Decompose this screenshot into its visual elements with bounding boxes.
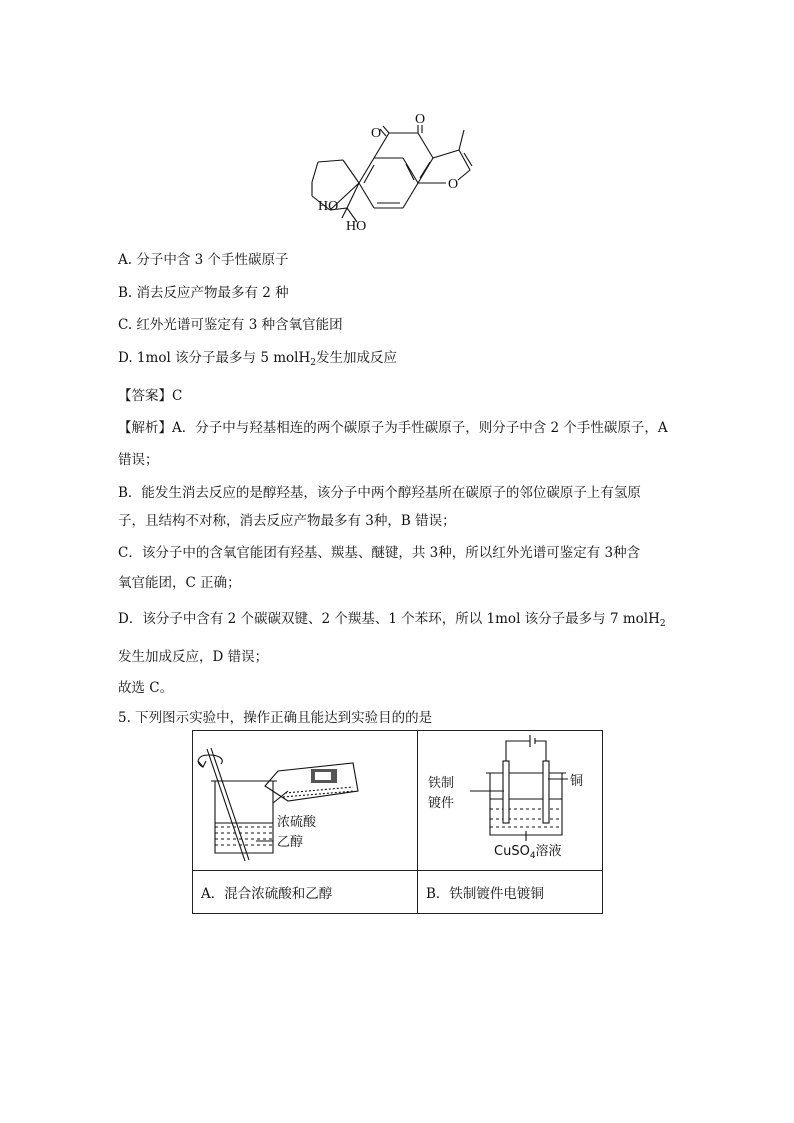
hydroxyl-label-2: HO (346, 219, 367, 234)
caption-a: A．混合浓硫酸和乙醇 (193, 871, 418, 914)
carbonyl-oxygen-1: O (371, 126, 382, 141)
figure-b-apparatus (418, 731, 602, 866)
analysis-b-line2: 子，且结构不对称，消去反应产物最多有 3种，B 错误； (118, 513, 456, 529)
label-conc-sulfuric-acid: 浓硫酸 (277, 815, 317, 830)
analysis-d-line1: D．该分子中含有 2 个碳碳双键、2 个羰基、1 个苯环，所以 1mol 该分子最多与 7 molH$_2$ (118, 611, 666, 629)
label-iron-line1: 铁制 (428, 776, 455, 791)
option-d: D. 1mol 该分子最多与 5 molH$_2$发生加成反应 (118, 350, 397, 368)
analysis-c-line2: 氧官能团，C 正确； (118, 575, 241, 591)
analysis-d-line2: 发生加成反应，D 错误； (118, 649, 269, 665)
figure-b-cell (418, 731, 603, 871)
question5-stem: 5. 下列图示实验中，操作正确且能达到实验目的的是 (118, 710, 433, 726)
hydroxyl-label-1: HO (318, 199, 339, 214)
label-copper: 铜 (570, 774, 584, 789)
analysis-b-line1: B．能发生消去反应的是醇羟基，该分子中两个醇羟基所在碳原子的邻位碳原子上有氢原 (118, 485, 641, 501)
analysis-a-line2: 错误； (118, 452, 159, 468)
analysis-a-line1: 【解析】A．分子中与羟基相连的两个碳原子为手性碳原子，则分子中含 2 个手性碳原子，A (118, 420, 668, 436)
option-c: C. 红外光谱可鉴定有 3 种含氧官能团 (118, 317, 343, 333)
analysis-c-line1: C．该分子中的含氧官能团有羟基、羰基、醚键，共 3种，所以红外光谱可鉴定有 3种含 (118, 545, 641, 561)
answer: 【答案】C (118, 388, 183, 404)
furan-oxygen: O (448, 177, 459, 192)
analysis-conclusion: 故选 C。 (118, 680, 174, 696)
molecule-structure (312, 112, 492, 240)
label-ethanol: 乙醇 (277, 835, 304, 850)
figure-a-cell (193, 731, 418, 871)
option-b: B. 消去反应产物最多有 2 种 (118, 285, 289, 301)
caption-b: B．铁制镀件电镀铜 (418, 871, 603, 914)
experiment-table (192, 730, 603, 914)
carbonyl-oxygen-2: O (415, 112, 426, 127)
figure-a-apparatus (193, 731, 417, 866)
option-a: A. 分子中含 3 个手性碳原子 (118, 252, 289, 268)
label-cuso4-solution: CuSO$_4$溶液 (494, 844, 562, 861)
label-iron-line2: 镀件 (428, 796, 455, 811)
